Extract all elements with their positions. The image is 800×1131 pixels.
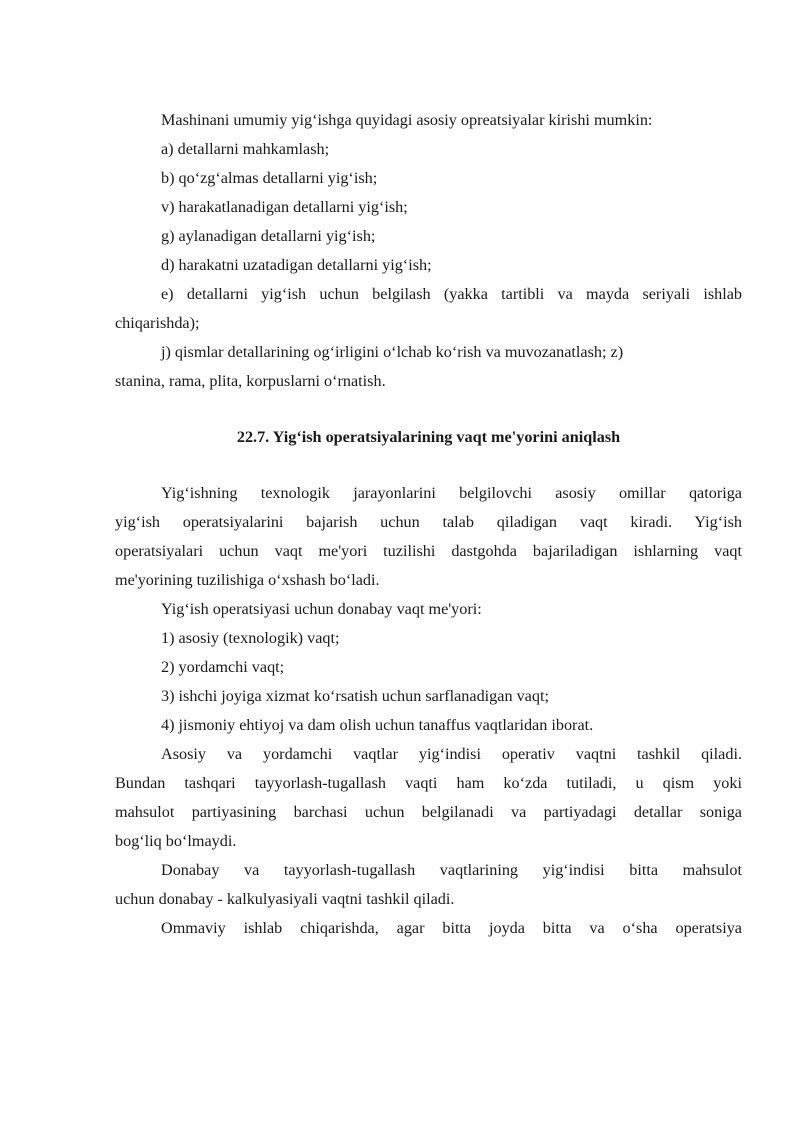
list-item-a: a) detallarni mahkamlash; bbox=[161, 140, 330, 158]
list-item-g: g) aylanadigan detallarni yig‘ish; bbox=[161, 227, 376, 245]
paragraph-2-line1: Asosiy va yordamchi vaqtlar yig‘indisi operativ vaqtni tashkil qiladi. bbox=[161, 745, 742, 763]
norm-list-intro: Yig‘ish operatsiyasi uchun donabay vaqt me'yori: bbox=[161, 600, 482, 618]
paragraph-4-line1: Ommaviy ishlab chiqarishda, agar bitta joyda bitta va o‘sha operatsiya bbox=[161, 919, 742, 937]
norm-list-item-4: 4) jismoniy ehtiyoj va dam olish uchun tanaffus vaqtlaridan iborat. bbox=[161, 716, 594, 734]
paragraph-1-line4: me'yorining tuzilishiga o‘xshash bo‘ladi. bbox=[115, 571, 380, 589]
list-item-e-line1: e) detallarni yig‘ish uchun belgilash (yakka tartibli va mayda seriyali ishlab bbox=[161, 285, 742, 303]
paragraph-4 bbox=[115, 914, 742, 943]
paragraph-3-line2: uchun donabay - kalkulyasiyali vaqtni tashkil qiladi. bbox=[115, 890, 455, 908]
paragraph-3 bbox=[115, 856, 742, 914]
paragraph-1-line2: yig‘ish operatsiyalarini bajarish uchun talab qiladigan vaqt kiradi. Yig‘ish bbox=[115, 513, 742, 531]
norm-list-item-1: 1) asosiy (texnologik) vaqt; bbox=[161, 629, 340, 647]
assembly-operations-list bbox=[115, 106, 742, 396]
list-item-d: d) harakatni uzatadigan detallarni yig‘ish; bbox=[161, 256, 432, 274]
list-item-j-line1: j) qismlar detallarining og‘irligini o‘lchab ko‘rish va muvozanatlash; z) bbox=[161, 343, 624, 361]
list-item-j-line2: stanina, rama, plita, korpuslarni o‘rnatish. bbox=[115, 372, 386, 390]
paragraph-1-line3: operatsiyalari uchun vaqt me'yori tuzilishi dastgohda bajariladigan ishlarning vaqt bbox=[115, 542, 742, 560]
list-item-b: b) qo‘zg‘almas detallarni yig‘ish; bbox=[161, 169, 378, 187]
paragraph-3-line1: Donabay va tayyorlash-tugallash vaqtlarining yig‘indisi bitta mahsulot bbox=[161, 861, 742, 879]
paragraph-2-line4: bog‘liq bo‘lmaydi. bbox=[115, 832, 237, 850]
list-item-v: v) harakatlanadigan detallarni yig‘ish; bbox=[161, 198, 408, 216]
list-item-e-line2: chiqarishda); bbox=[115, 314, 200, 332]
section-heading: 22.7. Yig‘ish operatsiyalarining vaqt me'yorini aniqlash bbox=[236, 428, 621, 446]
norm-list-item-2: 2) yordamchi vaqt; bbox=[161, 658, 285, 676]
list-intro: Mashinani umumiy yig‘ishga quyidagi asosiy opreatsiyalar kirishi mumkin: bbox=[161, 111, 653, 129]
paragraph-2-line2: Bundan tashqari tayyorlash-tugallash vaqti ham ko‘zda tutiladi, u qism yoki bbox=[115, 774, 742, 792]
paragraph-1-line1: Yig‘ishning texnologik jarayonlarini belgilovchi asosiy omillar qatoriga bbox=[161, 484, 742, 502]
paragraph-2-line3: mahsulot partiyasining barchasi uchun belgilanadi va partiyadagi detallar soniga bbox=[115, 803, 742, 821]
time-norm-list bbox=[115, 595, 742, 740]
paragraph-1 bbox=[115, 479, 742, 595]
document-page bbox=[115, 106, 742, 943]
paragraph-2 bbox=[115, 740, 742, 856]
norm-list-item-3: 3) ishchi joyiga xizmat ko‘rsatish uchun sarflanadigan vaqt; bbox=[161, 687, 549, 705]
